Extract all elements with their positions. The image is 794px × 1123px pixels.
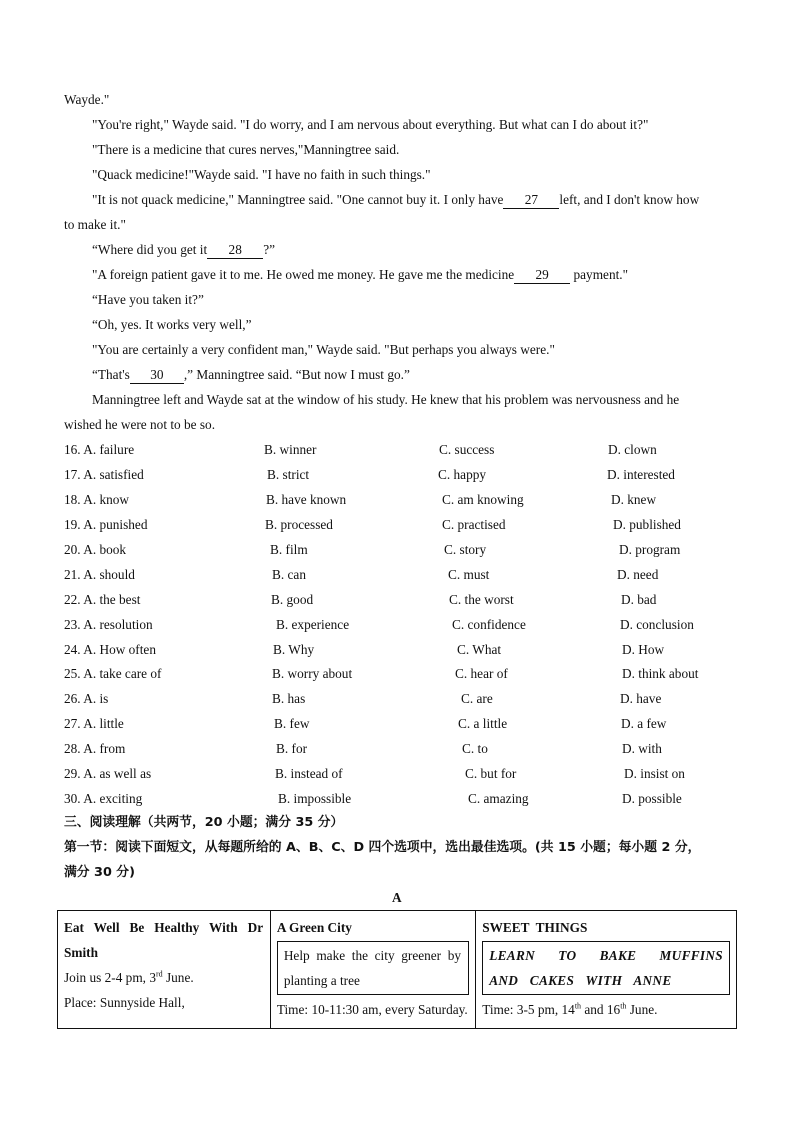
section-instruction: 第一节：阅读下面短文，从每题所给的 A、B、C、D 四个选项中，选出最佳选项。(共 15 小题；每小题 2 分， [64, 840, 701, 855]
option-b: B. have known [266, 492, 347, 507]
option-b: B. film [270, 542, 308, 557]
option-d: D. How [622, 642, 665, 657]
ad-description: LEARN TO BAKE MUFFINS [489, 948, 723, 963]
option-d: D. conclusion [620, 617, 694, 632]
passage-line [92, 192, 699, 209]
passage-text: left, and I don't know how [559, 192, 700, 207]
blank-27: 27 [503, 192, 559, 209]
ad-description-box [277, 941, 469, 995]
option-d: D. possible [622, 791, 682, 806]
passage-text: payment." [573, 267, 629, 282]
ad-title: Eat Well Be Healthy With Dr [64, 920, 264, 935]
passage-text: "It is not quack medicine," Manningtree said. "One cannot buy it. I only have [92, 192, 504, 207]
option-b: B. for [276, 741, 308, 756]
option-b: B. instead of [275, 766, 343, 781]
option-b: B. strict [267, 467, 310, 482]
ad-description: Help make the city greener by [283, 948, 462, 963]
ad-time-text: Time: 3-5 pm, 14 [482, 1002, 575, 1017]
option-d: D. with [622, 741, 662, 756]
option-a: 24. A. How often [64, 642, 156, 657]
ad-place: Place: Sunnyside Hall, [64, 995, 185, 1010]
blank-30: 30 [130, 367, 184, 384]
option-a: 18. A. know [64, 492, 130, 507]
option-c: C. but for [465, 766, 517, 781]
part-label: A [392, 890, 402, 905]
option-d: D. clown [608, 442, 657, 457]
passage-line: “Oh, yes. It works very well,” [92, 317, 252, 332]
option-b: B. winner [264, 442, 317, 457]
ad-time-sup: th [574, 1001, 582, 1011]
option-d: D. insist on [624, 766, 685, 781]
option-d: D. have [620, 691, 662, 706]
option-b: B. has [272, 691, 306, 706]
passage-line: Wayde." [64, 92, 110, 107]
passage-text: ,” Manningtree said. “But now I must go.” [183, 367, 410, 382]
option-a: 16. A. failure [64, 442, 135, 457]
option-a: 21. A. should [64, 567, 135, 582]
ad-time-sup: th [620, 1001, 627, 1011]
passage-line [92, 267, 628, 284]
option-a: 27. A. little [64, 716, 124, 731]
ad-green-city [270, 911, 475, 1029]
option-d: D. bad [621, 592, 657, 607]
passage-line [92, 242, 275, 259]
ad-title: A Green City [276, 920, 352, 935]
blank-28: 28 [207, 242, 263, 259]
option-c: C. are [461, 691, 493, 706]
ad-time-text: June. [626, 1002, 658, 1017]
ad-title: Smith [64, 945, 98, 960]
option-c: C. What [457, 642, 502, 657]
option-c: C. must [448, 567, 490, 582]
ad-sweet-things [476, 911, 737, 1029]
option-d: D. interested [607, 467, 675, 482]
option-c: C. success [439, 442, 495, 457]
passage-line: wished he were not to be so. [64, 417, 216, 432]
option-c: C. story [444, 542, 487, 557]
ad-description: AND CAKES WITH ANNE [489, 973, 672, 988]
option-b: B. experience [276, 617, 350, 632]
option-b: B. impossible [278, 791, 352, 806]
passage-line: to make it." [64, 217, 126, 232]
option-a: 28. A. from [64, 741, 126, 756]
option-c: C. am knowing [442, 492, 524, 507]
option-a: 30. A. exciting [64, 791, 143, 806]
option-d: D. knew [611, 492, 657, 507]
blank-29: 29 [514, 267, 570, 284]
option-a: 17. A. satisfied [64, 467, 144, 482]
option-c: C. to [462, 741, 488, 756]
option-c: C. a little [458, 716, 508, 731]
section-instruction: 满分 30 分) [64, 865, 135, 880]
option-d: D. a few [621, 716, 667, 731]
option-c: C. hear of [455, 666, 508, 681]
option-a: 19. A. punished [64, 517, 148, 532]
ad-time [482, 997, 730, 1022]
passage-line: “Have you taken it?” [92, 292, 204, 307]
option-b: B. can [272, 567, 306, 582]
section-heading: 三、阅读理解（共两节，20 小题；满分 35 分） [64, 815, 344, 830]
passage-line: "Quack medicine!"Wayde said. "I have no faith in such things." [92, 167, 431, 182]
passage-line: "There is a medicine that cures nerves,"Manningtree said. [92, 142, 400, 157]
option-c: C. confidence [452, 617, 526, 632]
ad-description-box [482, 941, 730, 995]
option-d: D. program [619, 542, 681, 557]
ad-time-sup: rd [155, 969, 163, 979]
passage-line: "You are certainly a very confident man," Wayde said. "But perhaps you always were." [92, 342, 555, 357]
ad-time-text: and 16 [581, 1002, 621, 1017]
option-a: 22. A. the best [64, 592, 141, 607]
passage-text: ?” [263, 242, 276, 257]
ads-row [58, 911, 737, 1029]
passage-text: "A foreign patient gave it to me. He owed me money. He gave me the medicine [92, 267, 515, 282]
passage-line [92, 367, 410, 384]
option-a: 23. A. resolution [64, 617, 153, 632]
ad-time-text: June. [162, 970, 194, 985]
option-a: 25. A. take care of [64, 666, 162, 681]
ad-time: Time: 10-11:30 am, every Saturday. [276, 1002, 468, 1017]
option-d: D. published [613, 517, 681, 532]
passage-text: “Where did you get it [92, 242, 208, 257]
passage-text: “That's [92, 367, 130, 382]
option-b: B. processed [265, 517, 333, 532]
ad-description: planting a tree [283, 973, 360, 988]
ad-time [64, 965, 264, 990]
option-d: D. think about [622, 666, 699, 681]
option-a: 29. A. as well as [64, 766, 152, 781]
passage-line: Manningtree left and Wayde sat at the window of his study. He knew that his problem was nervousness and he [92, 392, 680, 407]
option-a: 26. A. is [64, 691, 109, 706]
option-c: C. happy [438, 467, 487, 482]
option-c: C. the worst [449, 592, 514, 607]
option-a: 20. A. book [64, 542, 127, 557]
option-c: C. practised [442, 517, 506, 532]
option-b: B. good [271, 592, 314, 607]
option-c: C. amazing [468, 791, 529, 806]
option-b: B. worry about [272, 666, 353, 681]
ad-time-text: Join us 2-4 pm, 3 [64, 970, 156, 985]
option-d: D. need [617, 567, 659, 582]
passage-line: "You're right," Wayde said. "I do worry, and I am nervous about everything. But what can I do about it?" [92, 117, 649, 132]
ad-healthy-eating [58, 911, 271, 1029]
ad-title: SWEET THINGS [482, 920, 588, 935]
option-b: B. Why [273, 642, 315, 657]
ads-table [57, 910, 737, 1029]
option-b: B. few [274, 716, 310, 731]
